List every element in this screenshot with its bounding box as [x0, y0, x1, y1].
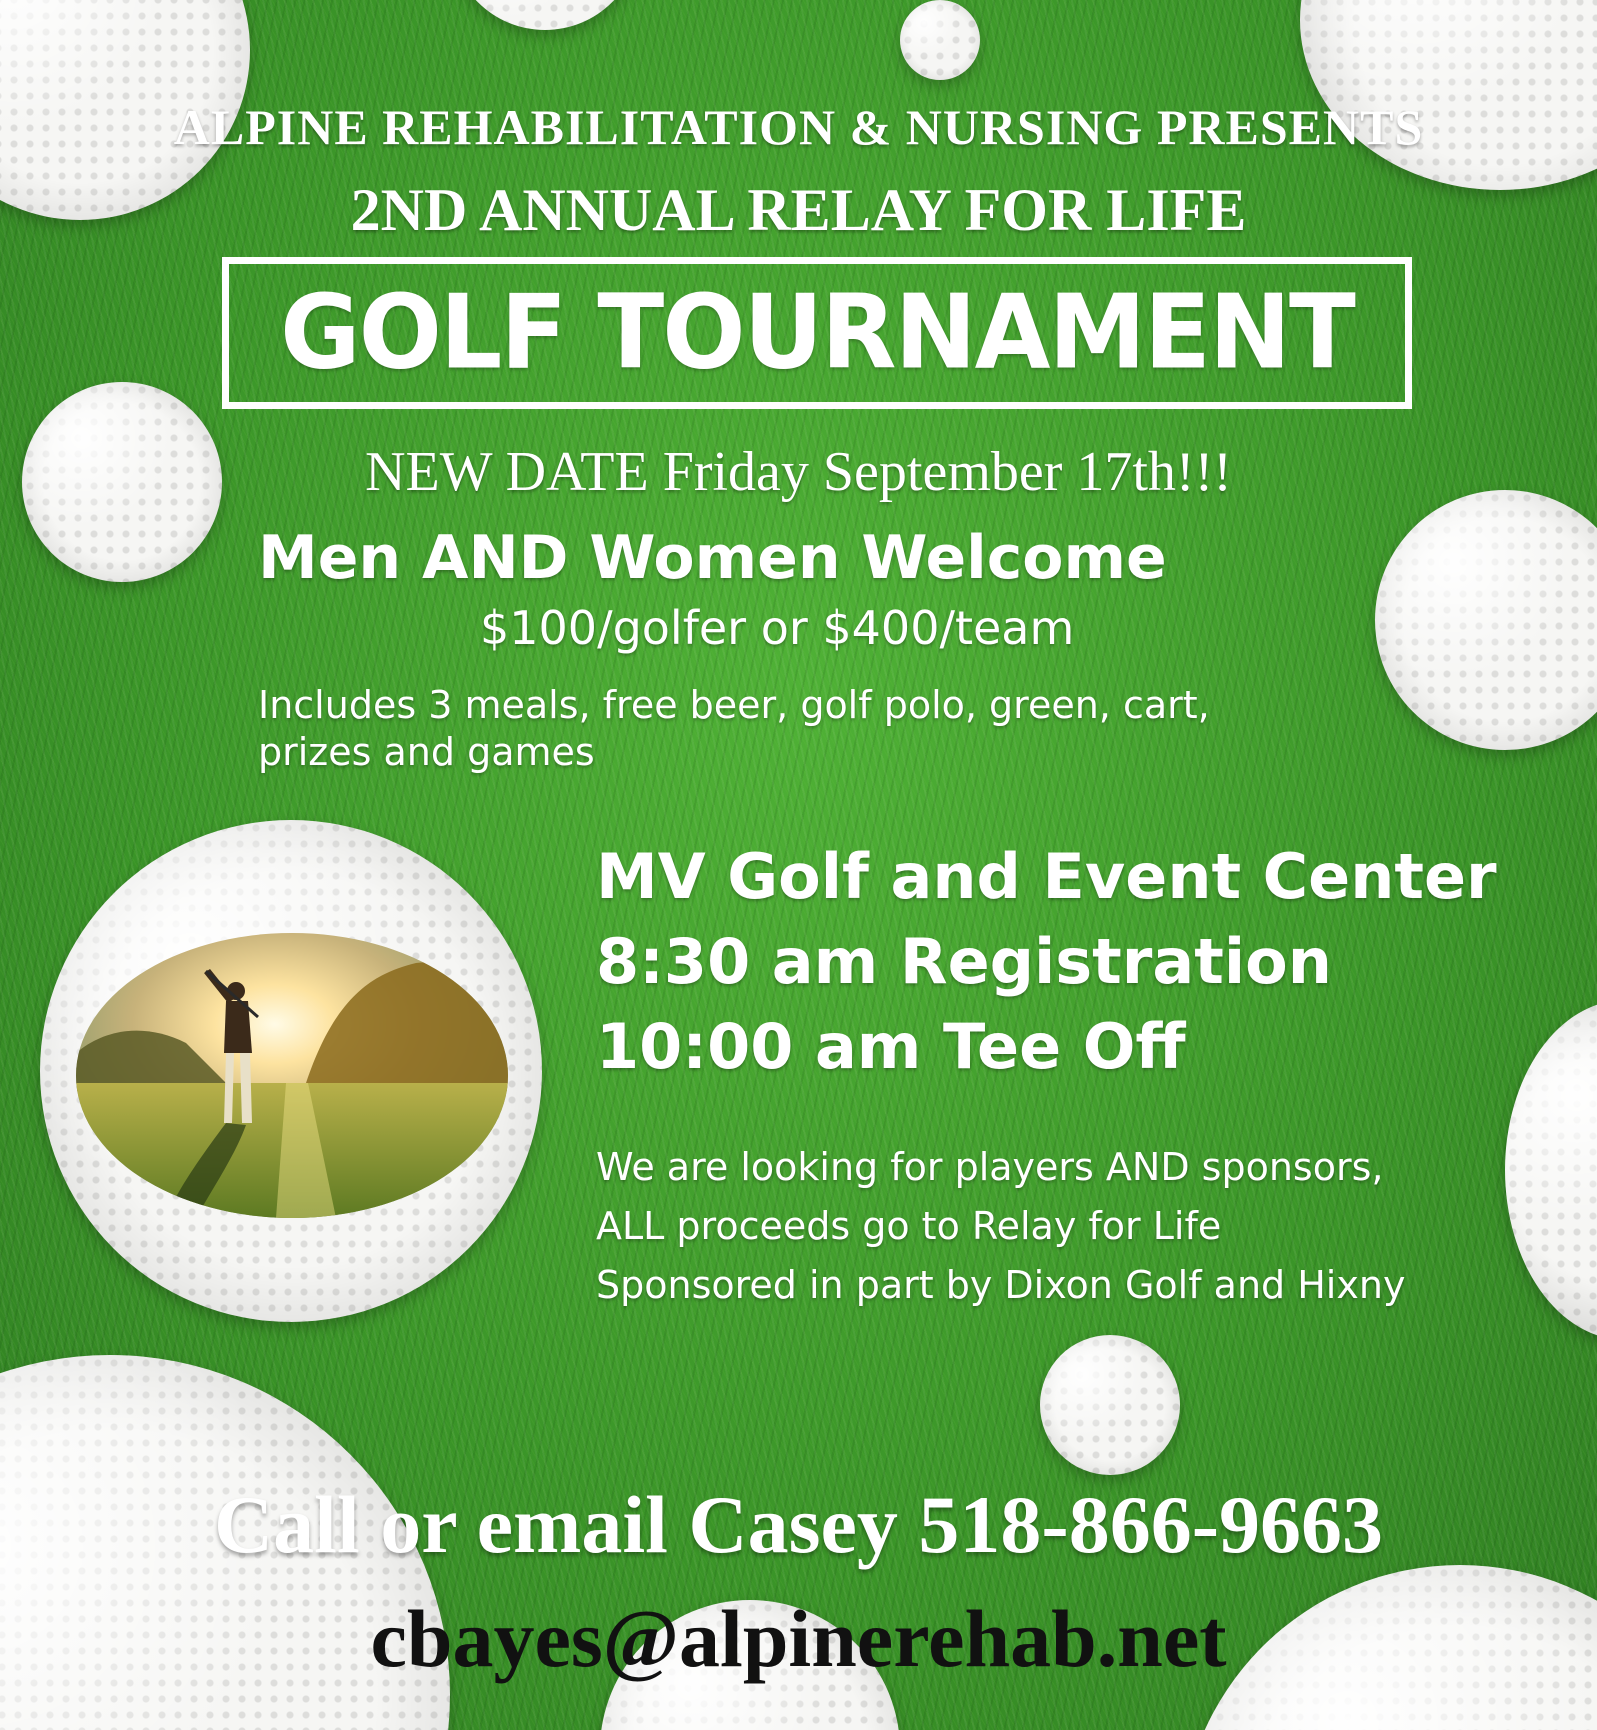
includes-line-2: prizes and games [258, 730, 595, 774]
includes-line-1: Includes 3 meals, free beer, golf polo, green, cart, [258, 683, 1210, 727]
golfer-photo [76, 933, 508, 1218]
golf-ball-icon [1375, 490, 1597, 750]
event-series-line: 2ND ANNUAL RELAY FOR LIFE [350, 177, 1247, 243]
presenter-line: ALPINE REHABILITATION & NURSING PRESENTS [173, 99, 1424, 155]
registration-time: 8:30 am Registration [596, 925, 1332, 998]
golf-ball-icon [900, 0, 980, 80]
golf-ball-icon [1505, 1000, 1597, 1340]
venue-line: MV Golf and Event Center [596, 840, 1497, 913]
tee-off-time: 10:00 am Tee Off [596, 1010, 1186, 1083]
golf-ball-icon [1300, 0, 1597, 190]
new-date-line: NEW DATE Friday September 17th!!! [365, 441, 1232, 503]
tournament-title: GOLF TOURNAMENT [280, 273, 1354, 393]
contact-email[interactable]: cbayes@alpinerehab.net [370, 1593, 1227, 1684]
price-line: $100/golfer or $400/team [480, 601, 1075, 655]
contact-call-line: Call or email Casey 518-866-9663 [213, 1479, 1384, 1570]
golf-ball-icon [450, 0, 640, 30]
golf-ball-icon [1040, 1335, 1180, 1475]
info-line-2: ALL proceeds go to Relay for Life [596, 1204, 1222, 1248]
golfer-sunset-image [76, 933, 508, 1218]
title-frame [222, 257, 1412, 409]
info-line-3: Sponsored in part by Dixon Golf and Hixny [596, 1263, 1406, 1307]
welcome-line: Men AND Women Welcome [258, 523, 1167, 593]
info-line-1: We are looking for players AND sponsors, [596, 1145, 1384, 1189]
